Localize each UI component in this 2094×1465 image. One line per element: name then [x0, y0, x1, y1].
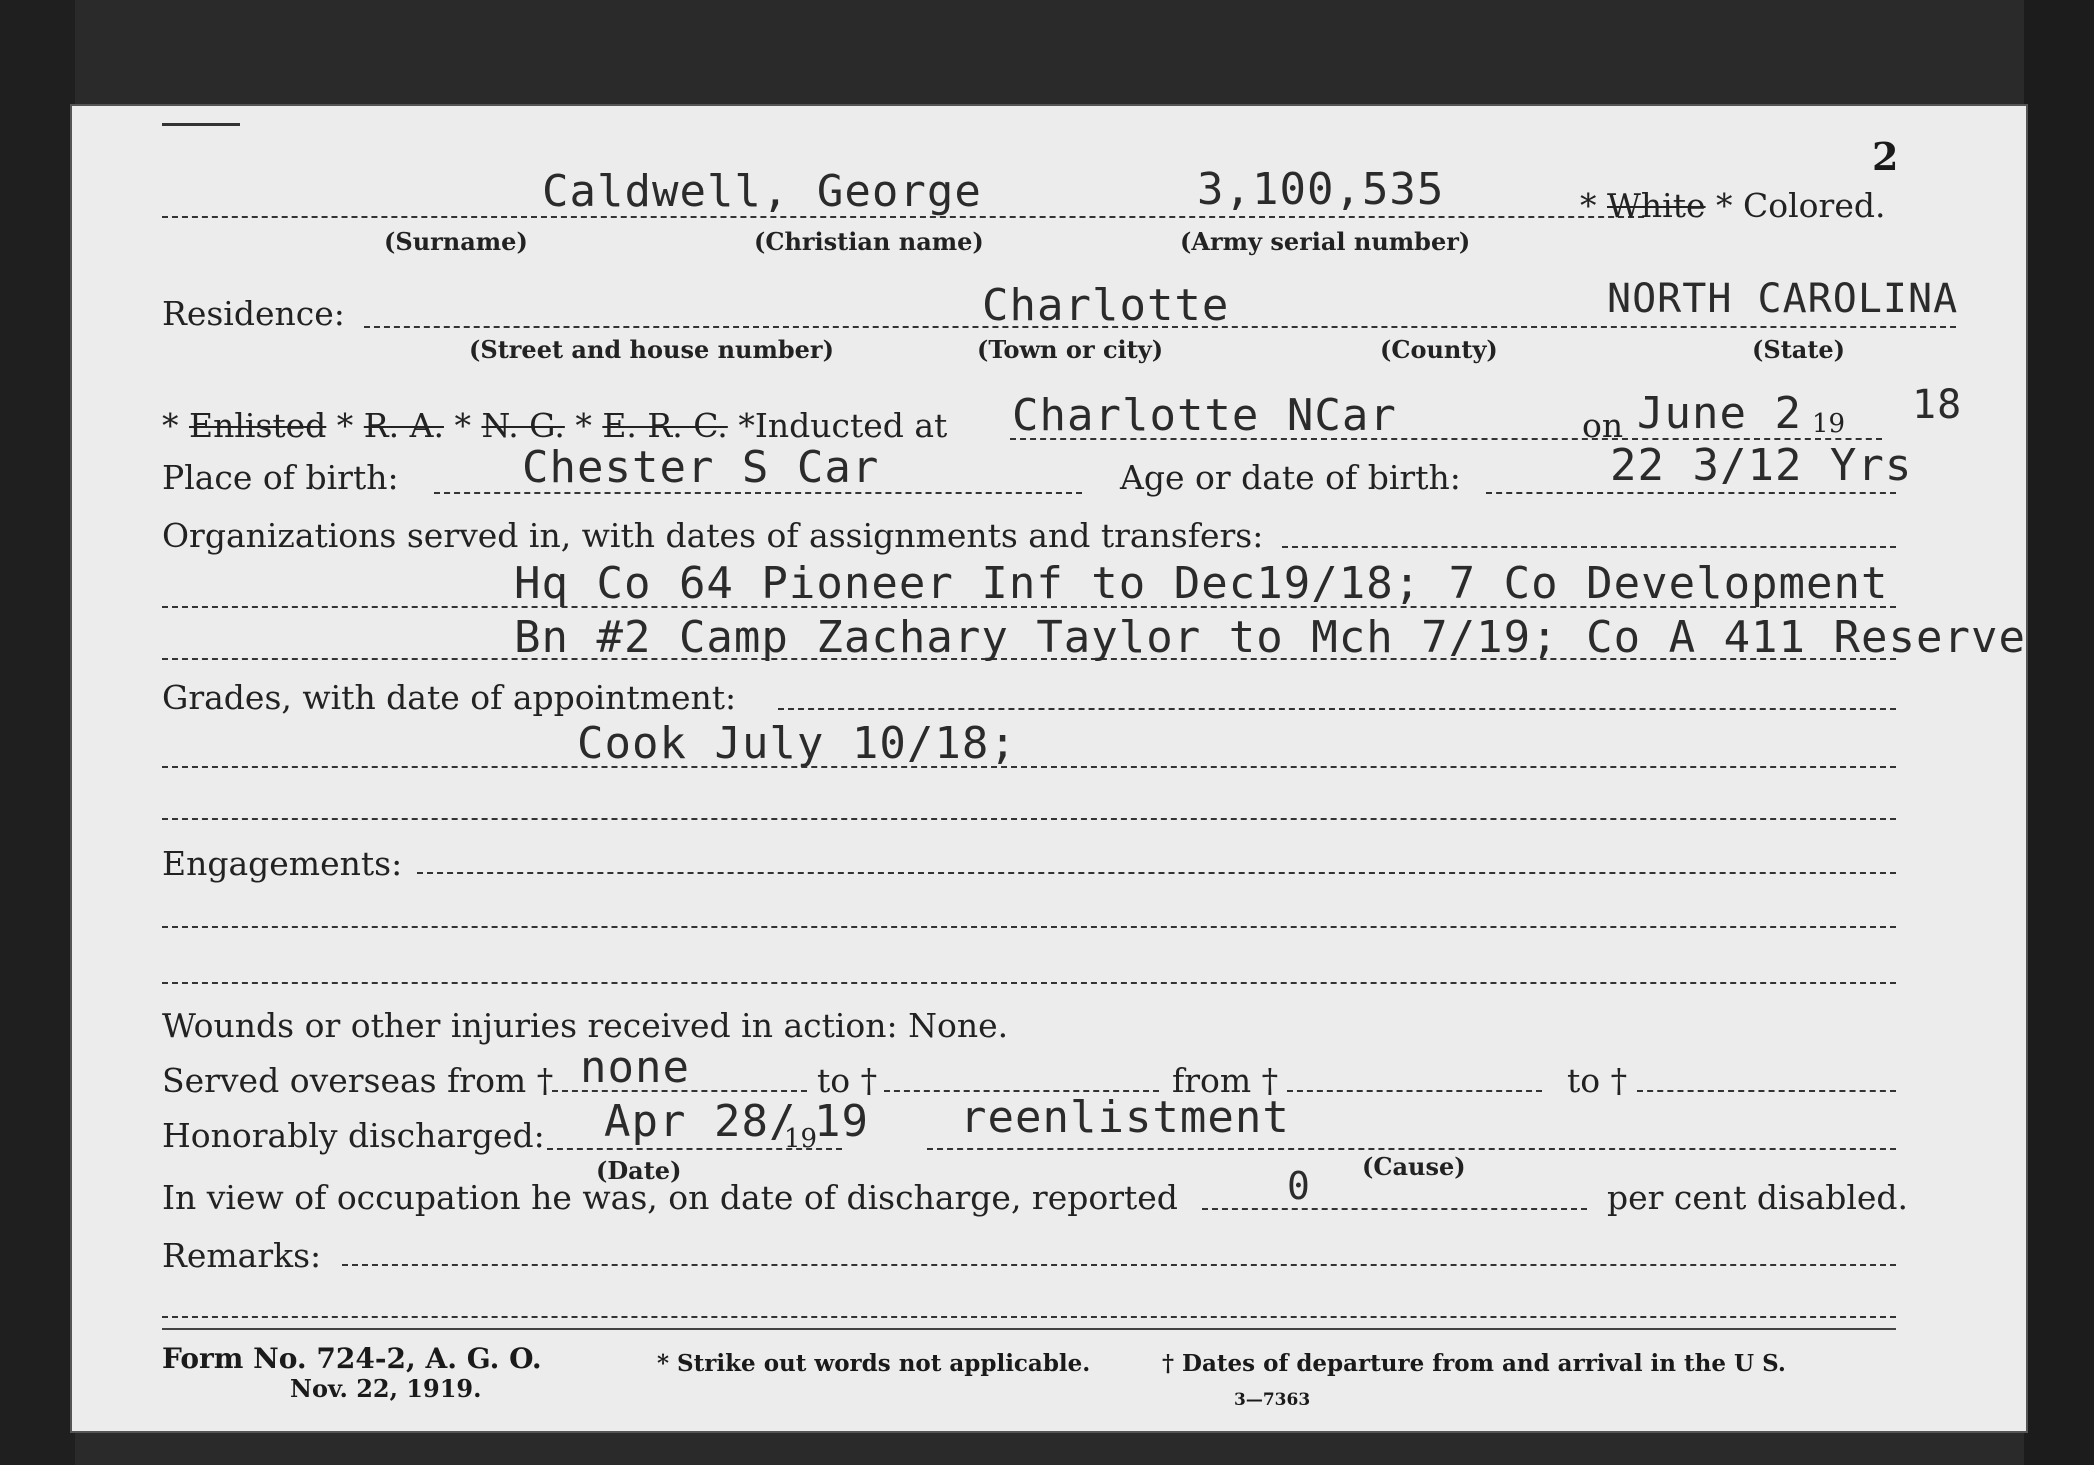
left-frame — [0, 0, 75, 1465]
remarks-line-0 — [342, 1264, 1896, 1266]
caption-surname: (Surname) — [384, 227, 528, 256]
enlisted-option: Enlisted — [189, 406, 327, 445]
organizations-line-0 — [1282, 546, 1896, 548]
overseas-to2-label: to † — [1567, 1061, 1628, 1100]
grades-line-2 — [162, 818, 1896, 820]
footer-rule — [162, 1328, 1896, 1330]
overseas-to-text: to — [817, 1061, 851, 1100]
top-mark — [162, 123, 240, 126]
discharge-cause-line — [927, 1148, 1896, 1150]
overseas-to2-text: to — [1567, 1061, 1601, 1100]
organizations-value-1: Hq Co 64 Pioneer Inf to Dec19/18; 7 Co Development — [514, 558, 1889, 609]
organizations-value-2: Bn #2 Camp Zachary Taylor to Mch 7/19; Co A 411 Reserve — [514, 612, 2026, 663]
note-dates: † Dates of departure from and arrival in the U S. — [1162, 1350, 1786, 1377]
caption-town: (Town or city) — [977, 335, 1164, 364]
residence-state-value: NORTH CAROLINA — [1607, 276, 1959, 322]
discharge-date-value: Apr 28/ — [604, 1096, 797, 1147]
grades-label: Grades, with date of appointment: — [162, 678, 737, 717]
discharge-year-prefix: 19 — [784, 1124, 818, 1154]
inducted-year-value: 18 — [1912, 382, 1963, 428]
race-colored: Colored. — [1743, 186, 1886, 225]
residence-label: Residence: — [162, 294, 345, 333]
overseas-from-value: none — [580, 1042, 690, 1093]
disability-label: In view of occupation he was, on date of discharge, reported — [162, 1178, 1178, 1217]
remarks-label: Remarks: — [162, 1236, 322, 1275]
ng-option: N. G. — [481, 406, 565, 445]
enlistment-options: * Enlisted * R. A. * N. G. * E. R. C. *Inducted at — [162, 406, 948, 445]
overseas-from2-text: from — [1172, 1061, 1252, 1100]
wounds-label-text: Wounds or other injuries received in action: — [162, 1006, 898, 1045]
inducted-place-value: Charlotte NCar — [1012, 390, 1397, 441]
service-record-card — [72, 106, 2026, 1431]
caption-serial: (Army serial number) — [1180, 227, 1471, 256]
grades-line-0 — [778, 708, 1896, 710]
engagements-label: Engagements: — [162, 844, 403, 883]
residence-town-value: Charlotte — [982, 280, 1230, 331]
caption-state: (State) — [1752, 335, 1846, 364]
year-prefix: 19 — [1812, 409, 1846, 439]
caption-street: (Street and house number) — [469, 335, 834, 364]
card-number: 2 — [1872, 134, 1899, 179]
overseas-to-label: to † — [817, 1061, 878, 1100]
caption-county: (County) — [1380, 335, 1498, 364]
grades-value-1: Cook July 10/18; — [577, 718, 1017, 769]
discharge-cause-value: reenlistment — [960, 1092, 1290, 1143]
surname-name-value: Caldwell, George — [542, 166, 982, 217]
disability-line — [1202, 1208, 1587, 1210]
serial-number-value: 3,100,535 — [1197, 164, 1445, 215]
age-line — [1486, 492, 1896, 494]
right-frame — [2024, 0, 2094, 1465]
engagements-line-0 — [417, 872, 1896, 874]
overseas-label-text: Served overseas from — [162, 1061, 527, 1100]
caption-date: (Date) — [596, 1156, 682, 1185]
age-label: Age or date of birth: — [1120, 458, 1461, 497]
form-date: Nov. 22, 1919. — [290, 1374, 482, 1403]
disability-suffix: per cent disabled. — [1607, 1178, 1909, 1217]
overseas-label: Served overseas from † — [162, 1061, 554, 1100]
grades-line-1 — [162, 766, 1896, 768]
overseas-to2-line — [1637, 1090, 1896, 1092]
remarks-line-1 — [162, 1316, 1896, 1318]
caption-cause: (Cause) — [1362, 1152, 1466, 1181]
wounds-label — [162, 1006, 1008, 1045]
wounds-value: None. — [908, 1006, 1009, 1045]
erc-option: E. R. C. — [602, 406, 728, 445]
overseas-from2-label: from † — [1172, 1061, 1279, 1100]
note-strike: * Strike out words not applicable. — [657, 1350, 1091, 1377]
discharge-label: Honorably discharged: — [162, 1116, 545, 1155]
organizations-label: Organizations served in, with dates of assignments and transfers: — [162, 516, 1264, 555]
age-value: 22 3/12 Yrs — [1610, 440, 1913, 491]
overseas-from2-line — [1287, 1090, 1542, 1092]
race-options: * White * Colored. — [1580, 186, 1886, 225]
engagements-line-2 — [162, 982, 1896, 984]
inducted-date-value: June 2 — [1637, 388, 1802, 439]
on-label: on — [1582, 406, 1624, 445]
caption-christian: (Christian name) — [754, 227, 984, 256]
form-number: Form No. 724-2, A. G. O. — [162, 1342, 542, 1375]
discharge-year-value: 19 — [814, 1096, 869, 1147]
disability-value: 0 — [1287, 1164, 1311, 1208]
engagements-line-1 — [162, 926, 1896, 928]
birth-place-label: Place of birth: — [162, 458, 399, 497]
birth-place-value: Chester S Car — [522, 442, 880, 493]
ra-option: R. A. — [363, 406, 444, 445]
print-code: 3—7363 — [1234, 1390, 1311, 1410]
race-white: White — [1607, 186, 1706, 225]
inducted-label: *Inducted at — [738, 406, 948, 445]
